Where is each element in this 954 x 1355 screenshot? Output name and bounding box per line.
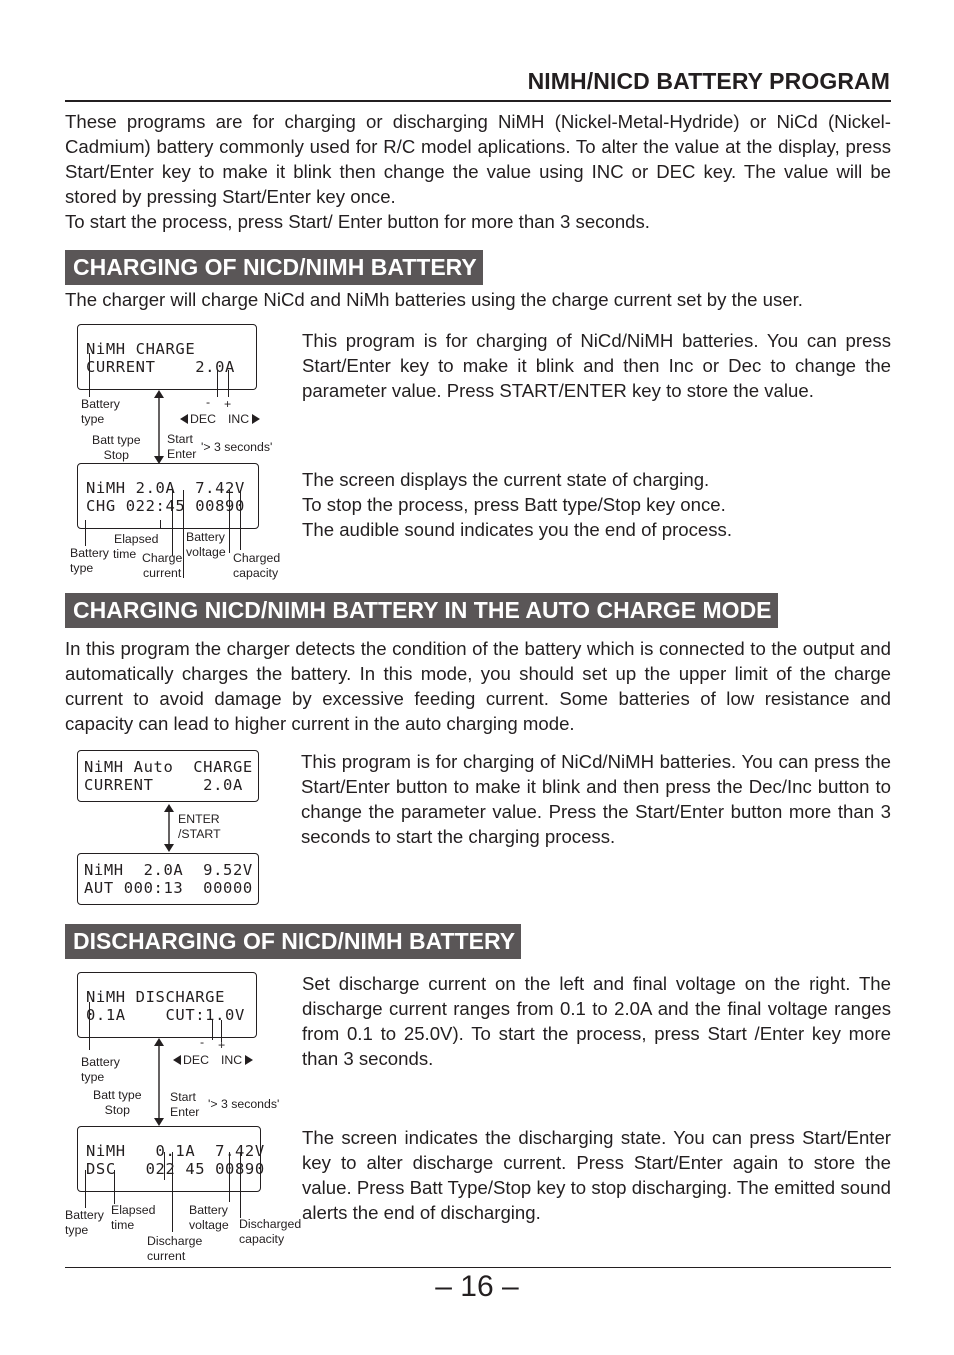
pointer-line — [183, 490, 184, 578]
lcd-line-1: NiMH CHARGE — [86, 340, 196, 358]
lcd-charge-status — [77, 463, 259, 529]
pointer-line — [240, 490, 241, 550]
label-elapsed: Elapsed — [114, 532, 159, 546]
label-start-enter: Start Enter — [170, 1090, 200, 1119]
pointer-line — [217, 370, 218, 397]
label-elapsed-time: Elapsed time — [111, 1203, 156, 1232]
lcd-charge-setup — [77, 324, 257, 390]
label-battery-type: Battery type — [81, 1055, 120, 1084]
label-three-seconds: '> 3 seconds' — [208, 1097, 280, 1111]
section2-intro: In this program the charger detects the condition of the battery which is connected to the output and automatically charges the battery. In this mode, you should set up the upper limit of the charge current to avoid damage by excessive feeding current. Some batteries of low resistance and capacity can lead to higher current in the auto charging mode. — [65, 638, 891, 734]
up-down-arrow-icon — [152, 389, 166, 465]
label-inc: INC — [228, 412, 250, 426]
label-discharged-capacity: Discharged capacity — [239, 1217, 302, 1246]
status-line: The screen displays the current state of charging. — [302, 469, 710, 490]
lcd-auto-setup — [77, 750, 259, 802]
lcd-line-2: 0.1A CUT:1.0V — [86, 1006, 245, 1024]
up-down-arrow-icon — [152, 1037, 166, 1127]
label-batt-type-stop: Batt type Stop — [92, 433, 141, 462]
page-title: NIMH/NICD BATTERY PROGRAM — [527, 68, 890, 94]
pointer-line — [114, 1170, 115, 1204]
label-inc: INC — [221, 1053, 243, 1067]
label-battery-type: Battery type — [81, 397, 120, 426]
section3-status-description: The screen indicates the discharging state. You can press Start/Enter key to alter discharge current. Press Start/Enter again to store the value. Press Batt Type/Stop key to stop discharging. The emitted sound alerts the end of discharging. — [302, 1127, 891, 1223]
label-three-seconds: '> 3 seconds' — [201, 440, 273, 454]
section-heading-discharging: DISCHARGING OF NICD/NIMH BATTERY — [65, 924, 521, 959]
up-down-arrow-icon — [162, 803, 176, 853]
left-arrow-icon — [171, 1054, 183, 1066]
pointer-line — [85, 1170, 86, 1208]
intro-text-start: To start the process, press Start/ Enter button for more than 3 seconds. — [65, 211, 650, 232]
label-dec: DEC — [190, 412, 216, 426]
label-battery-voltage: Battery voltage — [189, 1203, 229, 1232]
status-line: To stop the process, press Batt type/Stop key once. — [302, 494, 726, 515]
intro-paragraph — [65, 109, 891, 234]
label-discharge-current: Discharge current — [147, 1234, 203, 1263]
pointer-line — [172, 490, 173, 556]
section1-intro: The charger will charge NiCd and NiMh batteries using the charge current set by the user. — [65, 289, 803, 310]
label-battery-type: Battery type — [70, 546, 109, 575]
lcd-auto-status — [77, 853, 259, 905]
right-arrow-icon — [250, 413, 262, 425]
lcd-line-2: CURRENT 2.0A — [86, 358, 235, 376]
pointer-line — [164, 1152, 165, 1180]
pointer-line — [240, 1152, 241, 1218]
pointer-line — [228, 370, 229, 397]
lcd-line-2: DSC 022 45 00890 — [86, 1160, 265, 1178]
page-number: – 16 – — [435, 1270, 519, 1303]
title-divider — [65, 100, 891, 102]
label-battery-voltage: Battery voltage — [186, 530, 226, 559]
label-batt-type-stop: Batt type Stop — [93, 1088, 142, 1117]
lcd-line-1: NiMH 2.0A 7.42V — [86, 479, 245, 497]
label-minus: - — [200, 1035, 205, 1049]
footer-divider — [65, 1267, 891, 1268]
pointer-line — [89, 353, 90, 397]
status-line: The audible sound indicates you the end of process. — [302, 519, 733, 540]
pointer-line — [172, 1152, 173, 1232]
section1-description: This program is for charging of NiCd/NiMH batteries. You can press Start/Enter key to make it blink and then Inc or Dec to change the parameter value. Press START/ENTER key to store the value. — [302, 330, 891, 401]
left-arrow-icon — [178, 413, 190, 425]
pointer-line — [160, 520, 161, 528]
section3-description: Set discharge current on the left and final voltage on the right. The discharge current ranges from 0.1 to 2.0A and the final voltage ranges from 0.1 to 25.0V). To start the process, press Start /Enter key more than 3 seconds. — [302, 973, 891, 1069]
label-time: time — [113, 547, 137, 561]
label-battery-type: Battery type — [65, 1208, 104, 1237]
section-heading-auto-charge: CHARGING NICD/NIMH BATTERY IN THE AUTO CHARGE MODE — [65, 593, 778, 628]
section2-description: This program is for charging of NiCd/NiMH batteries. You can press the Start/Enter button to make it blink and then press the Dec/Inc button to change the parameter value. Press the Start/Enter button more than 3 seconds to start the charging process. — [301, 751, 891, 847]
label-dec: DEC — [183, 1053, 209, 1067]
label-charged-capacity: Charged capacity — [233, 551, 281, 580]
lcd-line-1: NiMH 0.1A 7.42V — [86, 1142, 265, 1160]
right-arrow-icon — [243, 1054, 255, 1066]
lcd-discharge-setup — [77, 972, 257, 1038]
lcd-line-1: NiMH Auto CHARGE — [84, 758, 253, 776]
label-enter-start: ENTER /START — [178, 812, 221, 841]
lcd-discharge-status — [77, 1126, 265, 1192]
label-minus: - — [206, 395, 211, 409]
label-start-enter: Start Enter — [167, 432, 197, 461]
lcd-line-2: CHG 022:45 00890 — [86, 497, 245, 515]
pointer-line — [85, 520, 86, 546]
lcd-line-1: NiMH 2.0A 9.52V — [84, 861, 253, 879]
label-plus: + — [224, 397, 232, 411]
pointer-line — [229, 490, 230, 553]
pointer-line — [212, 1020, 213, 1040]
lcd-line-1: NiMH DISCHARGE — [86, 988, 226, 1006]
section1-status-description — [302, 467, 891, 542]
section-heading-charging: CHARGING OF NICD/NIMH BATTERY — [65, 250, 483, 285]
label-charge-current: Charge current — [142, 551, 183, 580]
label-plus: + — [218, 1038, 226, 1052]
intro-text: These programs are for charging or discharging NiMH (Nickel-Metal-Hydride) or NiCd (Nickel-Cadmium) battery commonly used for R/C model aplications. To alter the value at the display, press Start/Enter key to make it blink then change the value using INC or DEC key. The value will be stored by pressing Start/Enter key once. — [65, 111, 891, 207]
pointer-line — [89, 1002, 90, 1050]
pointer-line — [229, 1152, 230, 1202]
lcd-line-2: AUT 000:13 00000 — [84, 879, 253, 897]
lcd-line-2: CURRENT 2.0A — [84, 776, 243, 794]
